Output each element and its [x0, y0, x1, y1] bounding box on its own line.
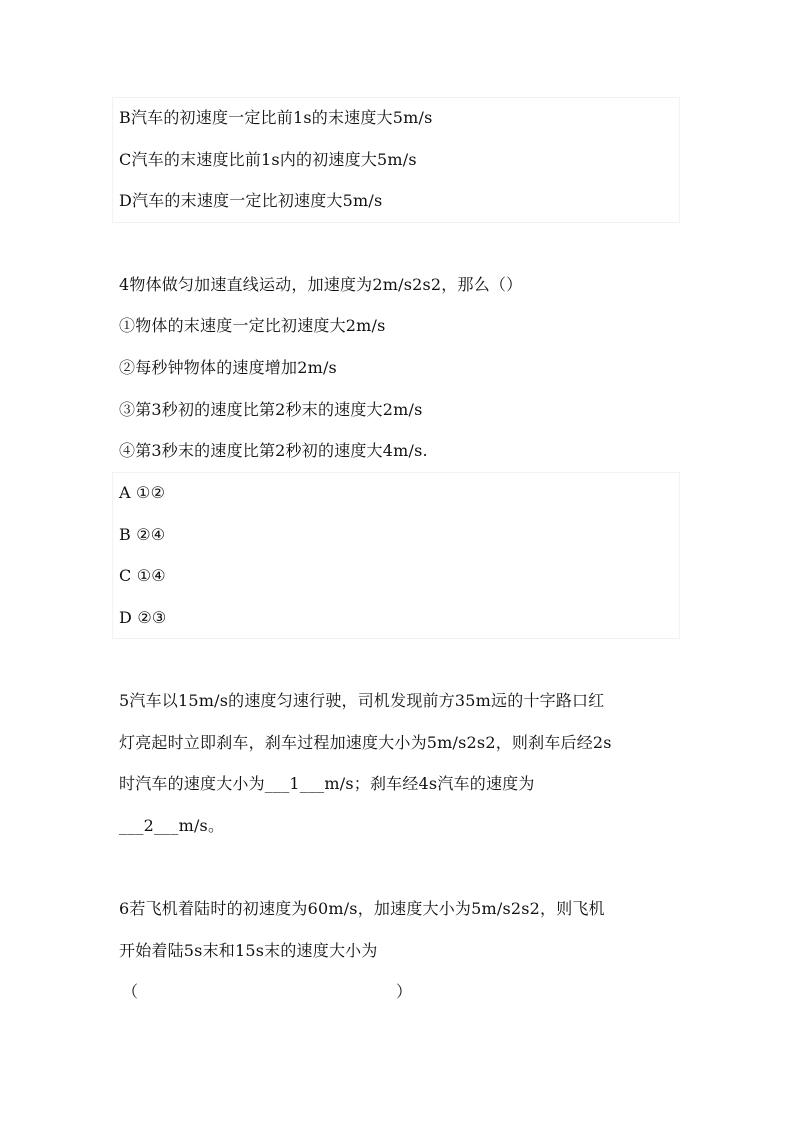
q4-options-box: [112, 472, 680, 639]
q4-stem: 4物体做匀加速直线运动，加速度为2m/s2s2，那么（）: [119, 275, 523, 294]
q3-option-b: B汽车的初速度一定比前1s的末速度大5m/s: [119, 108, 433, 127]
q4-statement-3: ③第3秒初的速度比第2秒末的速度大2m/s: [119, 400, 423, 419]
q6-paren-close: ）: [396, 982, 413, 1001]
q5-line-1: 5汽车以15m/s的速度匀速行驶，司机发现前方35m远的十字路口红: [119, 691, 605, 710]
q6-line-1: 6若飞机着陆时的初速度为60m/s，加速度大小为5m/s2s2，则飞机: [119, 899, 605, 918]
q4-option-a: A ①②: [119, 483, 166, 502]
q5-line-3: 时汽车的速度大小为___1___m/s；刹车经4s汽车的速度为: [119, 774, 535, 793]
q4-statement-1: ①物体的末速度一定比初速度大2m/s: [119, 316, 386, 335]
q6-line-2: 开始着陆5s末和15s末的速度大小为: [119, 941, 378, 960]
q5-line-4: ___2___m/s。: [119, 816, 225, 835]
q4-option-d: D ②③: [119, 608, 167, 627]
q6-paren-open: （: [122, 982, 139, 1001]
q4-statement-4: ④第3秒末的速度比第2秒初的速度大4m/s.: [119, 441, 428, 460]
q3-option-d: D汽车的末速度一定比初速度大5m/s: [119, 191, 383, 210]
q4-statement-2: ②每秒钟物体的速度增加2m/s: [119, 358, 337, 377]
q4-option-c: C ①④: [119, 566, 166, 585]
q3-option-c: C汽车的末速度比前1s内的初速度大5m/s: [119, 150, 417, 169]
q5-line-2: 灯亮起时立即刹车，刹车过程加速度大小为5m/s2s2，则刹车后经2s: [119, 733, 612, 752]
q4-option-b: B ②④: [119, 525, 166, 544]
